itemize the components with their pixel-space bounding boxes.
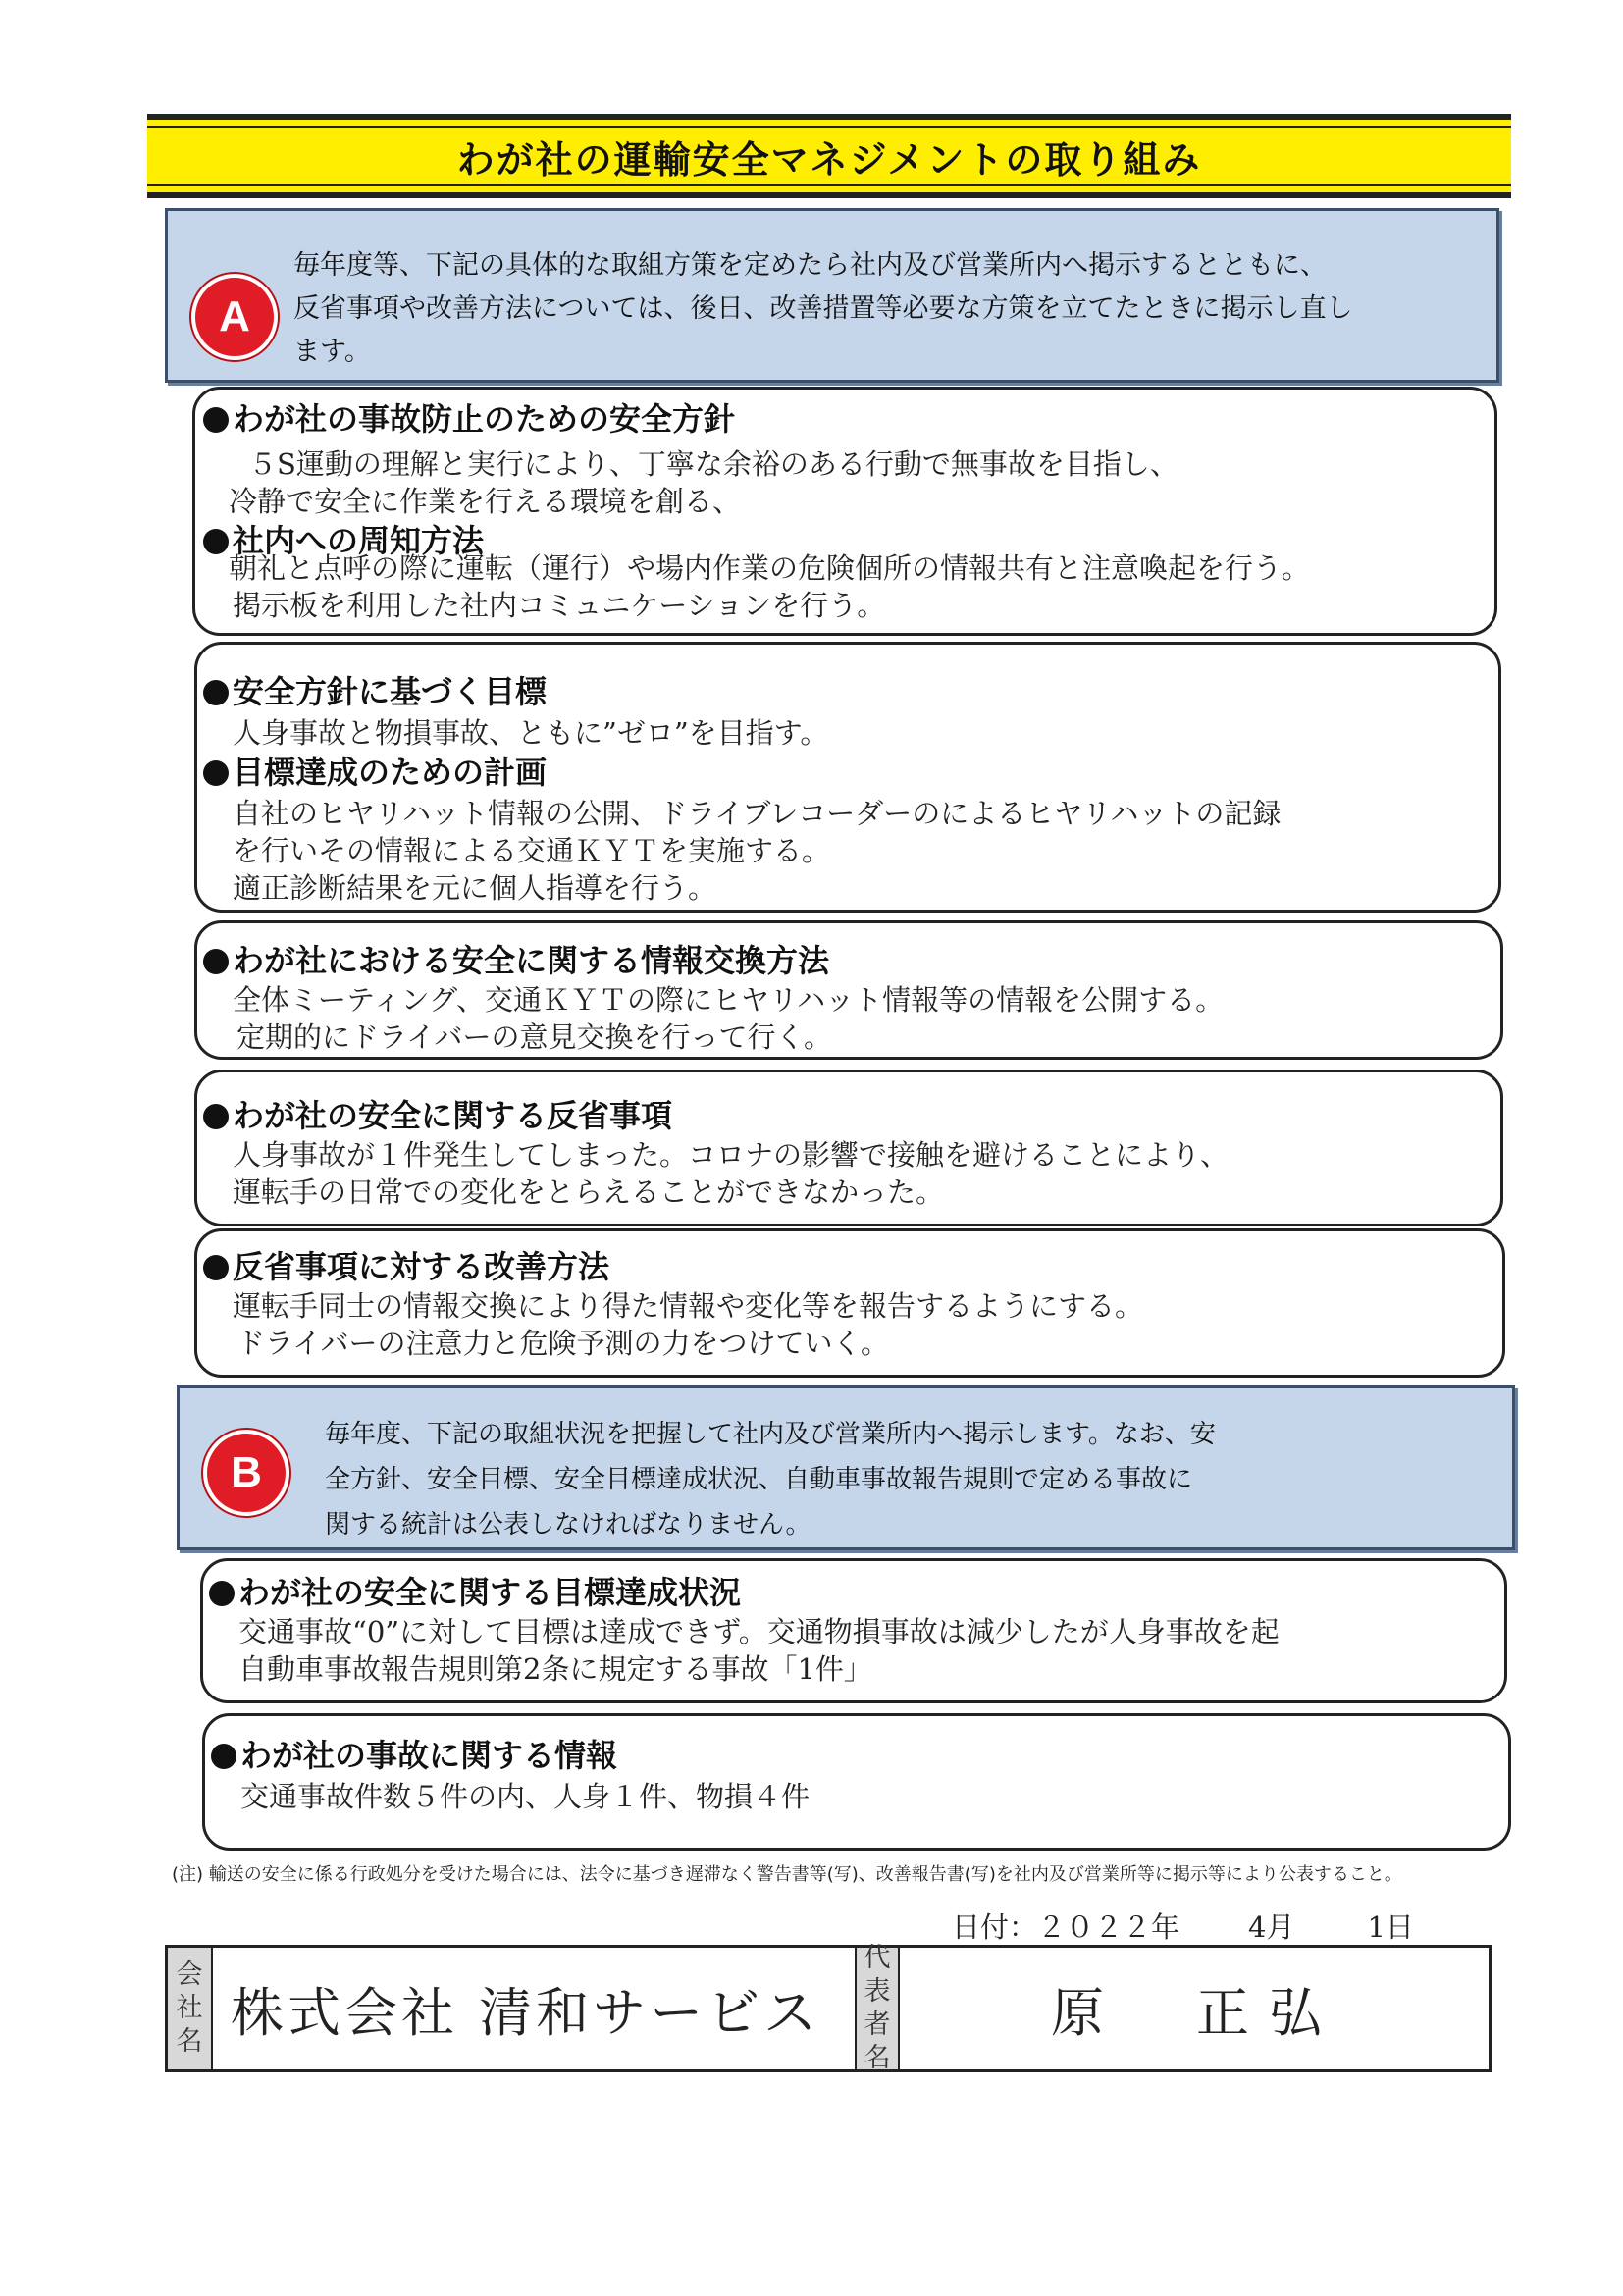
date-label: 日付： xyxy=(952,1910,1038,1944)
panel-reflection xyxy=(194,1070,1503,1226)
panel-safety-goal xyxy=(194,642,1501,913)
panel-heading: 目標達成のための計画 xyxy=(203,753,547,792)
panel-line: ５S運動の理解と実行により、丁寧な余裕のある行動で無事故を目指し、 xyxy=(248,447,1178,481)
panel-safety-policy xyxy=(192,387,1497,636)
section-b-line: 関する統計は公表しなければなりません。 xyxy=(325,1510,812,1539)
section-a-line: 毎年度等、下記の具体的な取組方策を定めたら社内及び営業所内へ掲示するとともに、 xyxy=(293,250,1327,281)
section-b-line: 全方針、安全目標、安全目標達成状況、自動車事故報告規則で定める事故に xyxy=(325,1465,1193,1494)
panel-line: ドライバーの注意力と危険予測の力をつけていく。 xyxy=(236,1327,889,1360)
signature-table xyxy=(165,1945,1492,2072)
section-a-line: ます。 xyxy=(293,337,371,367)
panel-line: 交通事故件数５件の内、人身１件、物損４件 xyxy=(240,1780,811,1813)
panel-line: 朝礼と点呼の際に運転（運行）や場内作業の危険個所の情報共有と注意喚起を行う。 xyxy=(229,551,1311,585)
panel-line: 冷静で安全に作業を行える環境を創る、 xyxy=(229,485,742,518)
panel-line: 運転手の日常での変化をとらえることができなかった。 xyxy=(233,1175,945,1209)
panel-heading: わが社における安全に関する情報交換方法 xyxy=(203,941,829,980)
panel-line: 人身事故が１件発生してしまった。コロナの影響で接触を避けることにより、 xyxy=(233,1138,1230,1172)
bullet-icon xyxy=(209,1581,235,1606)
page-title: わが社の運輸安全マネジメントの取り組み xyxy=(456,137,1202,182)
panel-improvement xyxy=(194,1228,1505,1378)
footnote: (注) 輸送の安全に係る行政処分を受けた場合には、法令に基づき遅滞なく警告書等(写)、改善報告書(写)を社内及び営業所等に掲示等により公表すること。 xyxy=(172,1864,1402,1885)
representative-name: 原 正弘 xyxy=(1051,1981,1341,2044)
section-b-text xyxy=(325,1412,1216,1547)
representative-label: 代 表 者 名 xyxy=(855,1948,900,2069)
bullet-icon xyxy=(203,529,229,554)
panel-heading: わが社の事故防止のための安全方針 xyxy=(203,399,735,439)
panel-line: 人身事故と物損事故、ともに”ゼロ”を目指す。 xyxy=(233,716,829,750)
company-name: 株式会社 清和サービス xyxy=(231,1981,821,2044)
date-day: 1日 xyxy=(1367,1910,1414,1944)
panel-line: 掲示板を利用した社内コミュニケーションを行う。 xyxy=(233,589,886,622)
section-b-line: 毎年度、下記の取組状況を把握して社内及び営業所内へ掲示します。なお、安 xyxy=(325,1420,1216,1449)
page-title-bar xyxy=(147,114,1511,198)
bullet-icon xyxy=(211,1744,236,1769)
panel-line: 全体ミーティング、交通ＫＹＴの際にヒヤリハット情報等の情報を公開する。 xyxy=(233,983,1225,1017)
panel-line: 適正診断結果を元に個人指導を行う。 xyxy=(233,871,717,905)
bullet-icon xyxy=(203,680,229,705)
date-year: ２０２２年 xyxy=(1037,1910,1180,1944)
panel-heading: 安全方針に基づく目標 xyxy=(203,672,547,711)
panel-line: 交通事故“0”に対して目標は達成できず。交通物損事故は減少したが人身事故を起 xyxy=(238,1615,1280,1648)
panel-heading: 社内への周知方法 xyxy=(203,521,484,560)
section-a-text xyxy=(293,244,1352,374)
panel-accident-info xyxy=(202,1713,1511,1851)
section-b-badge: B xyxy=(203,1430,289,1516)
panel-heading: わが社の安全に関する目標達成状況 xyxy=(209,1573,741,1612)
bullet-icon xyxy=(203,407,229,433)
panel-line: 定期的にドライバーの意見交換を行って行く。 xyxy=(236,1020,832,1054)
date-row xyxy=(952,1905,1414,1946)
section-a-note xyxy=(165,208,1499,383)
panel-line: 自動車事故報告規則第2条に規定する事故「1件」 xyxy=(238,1652,872,1686)
company-name-label: 会 社 名 xyxy=(168,1948,213,2069)
panel-info-exchange xyxy=(194,920,1503,1060)
panel-line: 自社のヒヤリハット情報の公開、ドライブレコーダーのによるヒヤリハットの記録 xyxy=(233,797,1282,830)
bullet-icon xyxy=(203,1104,229,1129)
section-b-note xyxy=(177,1385,1515,1550)
panel-line: 運転手同士の情報交換により得た情報や変化等を報告するようにする。 xyxy=(233,1289,1144,1323)
bullet-icon xyxy=(203,949,229,974)
date-month: 4月 xyxy=(1248,1910,1295,1944)
panel-heading: 反省事項に対する改善方法 xyxy=(203,1247,609,1286)
panel-heading: わが社の事故に関する情報 xyxy=(211,1736,617,1775)
panel-line: を行いその情報による交通ＫＹＴを実施する。 xyxy=(233,834,831,867)
section-a-badge: A xyxy=(191,274,278,360)
bullet-icon xyxy=(203,1255,229,1280)
panel-goal-achievement xyxy=(200,1558,1507,1703)
section-a-line: 反省事項や改善方法については、後日、改善措置等必要な方策を立てたときに掲示し直し xyxy=(293,293,1353,324)
panel-heading: わが社の安全に関する反省事項 xyxy=(203,1096,672,1135)
bullet-icon xyxy=(203,760,229,786)
